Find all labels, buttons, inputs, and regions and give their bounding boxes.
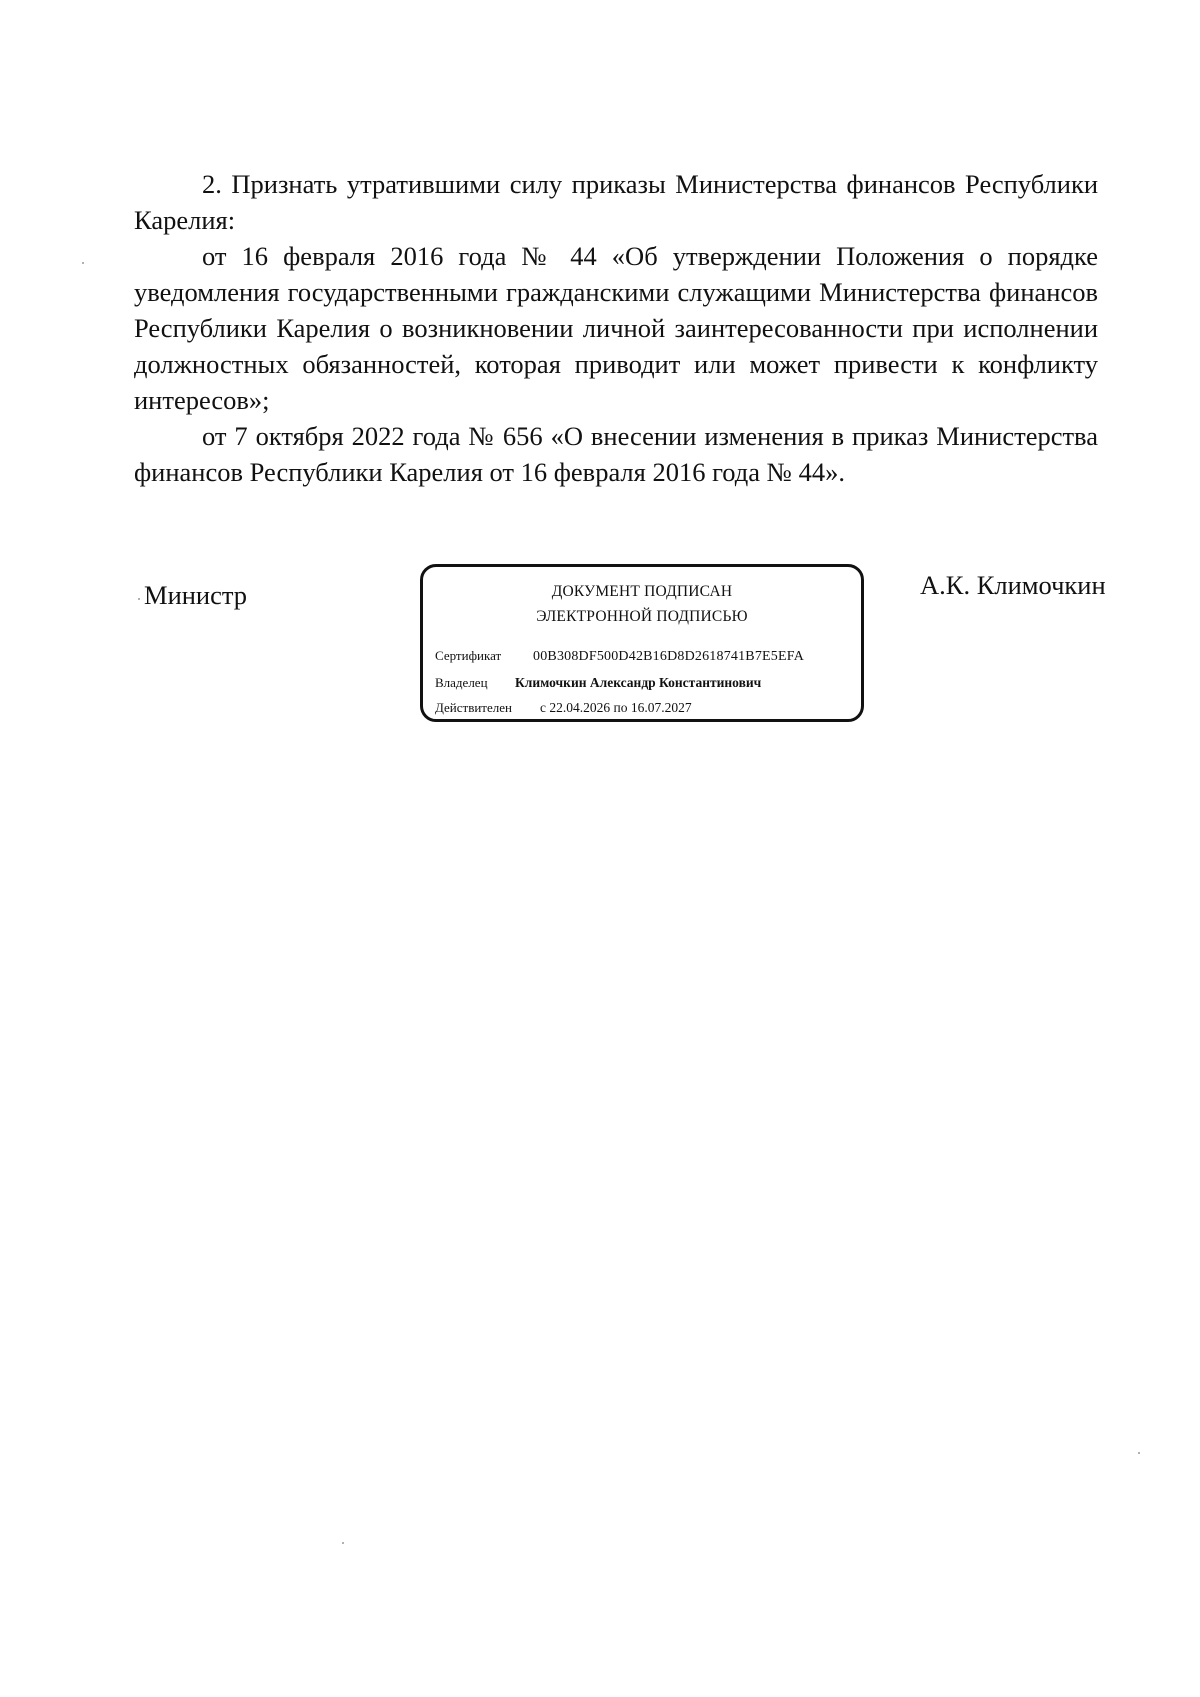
owner-value: Климочкин Александр Константинович xyxy=(515,675,762,690)
signer-name: А.К. Климочкин xyxy=(920,570,1106,600)
electronic-signature-stamp xyxy=(420,564,864,722)
paragraph-order-44: от 16 февраля 2016 года № 44 «Об утверждении Положения о порядке уведомления государственными гражданскими служащими Министерства финансов Республики Карелия о возникновении личной заинтересованности при исполнении должностных обязанностей, которая приводит или может привести к конфликту интересов»; xyxy=(134,241,1098,415)
stamp-header-line-1: ДОКУМЕНТ ПОДПИСАН xyxy=(551,583,733,600)
paragraph-item-2: 2. Признать утратившими силу приказы Министерства финансов Республики Карелия: xyxy=(134,169,1098,235)
signature-block xyxy=(0,0,1200,760)
scan-speck xyxy=(342,1542,344,1544)
scan-speck xyxy=(138,598,140,600)
owner-label: Владелец xyxy=(435,675,488,690)
validity-value: с 22.04.2026 по 16.07.2027 xyxy=(540,700,692,715)
scan-speck xyxy=(1138,1452,1140,1454)
stamp-validity-row xyxy=(435,700,692,716)
scan-speck xyxy=(82,262,84,264)
stamp-owner-row xyxy=(435,675,761,691)
certificate-label: Сертификат xyxy=(435,648,502,663)
stamp-certificate-row xyxy=(435,648,804,665)
stamp-header xyxy=(423,579,861,629)
paragraph-order-656: от 7 октября 2022 года № 656 «О внесении изменения в приказ Министерства финансов Республики Карелия от 16 февраля 2016 года № 44». xyxy=(134,421,1098,487)
validity-label: Действителен xyxy=(435,700,512,715)
certificate-value: 00B308DF500D42B16D8D2618741B7E5EFA xyxy=(533,649,805,664)
signer-position: Министр xyxy=(144,580,248,610)
stamp-header-line-2: ЭЛЕКТРОННОЙ ПОДПИСЬЮ xyxy=(536,608,748,625)
